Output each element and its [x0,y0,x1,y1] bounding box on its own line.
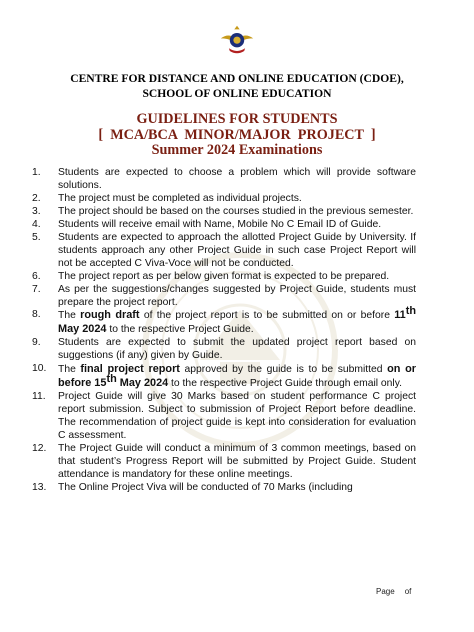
list-item: 12. The Project Guide will conduct a minimum of 3 common meetings, based on that student’s Progress Report will be submitted by Project Guide. Student attendance is mandatory for these online meetings. [32,443,416,480]
list-item: 9. Students are expected to submit the updated project report based on suggestions (if any) given by Guide. [32,337,416,362]
list-item: 13. The Online Project Viva will be conducted of 70 Marks (including [32,481,353,493]
university-emblem-icon [219,24,255,60]
list-item: 2. The project must be completed as individual projects. [32,192,302,204]
document-title [0,112,474,159]
list-item: 7. As per the suggestions/changes suggested by Project Guide, students must prepare the project report. [32,283,416,308]
list-item: 5. Students are expected to approach the allotted Project Guide by University. If students approach any other Project Guide in such case Project Report will not be accepted C Viva-Voce will not be conducted. [32,231,416,269]
list-item: 6. The project report as per below given format is expected to be prepared. [32,270,390,282]
list-item: 3. The project should be based on the courses studied in the previous semester. [32,205,414,217]
list-item: 11. Project Guide will give 30 Marks based on student performance C project report submission. Subject to submission of Project Report before deadline. The recommendation of project guide is kept into consideration for evaluation C assessment. [32,391,416,442]
list-item: 8. The rough draft of the project report is to be submitted on or before 11th May 2024 to the respective Project Guide. [32,305,417,336]
list-item: 1. Students are expected to choose a problem which will provide software solutions. [32,167,416,191]
guidelines-list [32,167,417,495]
list-item: 10. The final project report approved by the guide is to be submitted on or before 15th May 2024 to the respective Project Guide through email only. [32,363,416,390]
of-label: of [404,587,412,596]
title-line-2: [ MCA/BCA MINOR/MAJOR PROJECT ] [98,126,376,143]
title-line-1: GUIDELINES FOR STUDENTS [136,111,338,127]
page-number-footer [376,587,421,596]
institute-name [0,71,474,101]
institute-line-2: SCHOOL OF ONLINE EDUCATION [142,87,332,100]
institute-line-1: CENTRE FOR DISTANCE AND ONLINE EDUCATION (CDOE), [70,72,404,85]
list-item: 4. Students will receive email with Name, Mobile No C Email ID of Guide. [32,218,382,230]
page-label: Page [376,587,395,596]
title-line-3: Summer 2024 Examinations [151,142,323,158]
